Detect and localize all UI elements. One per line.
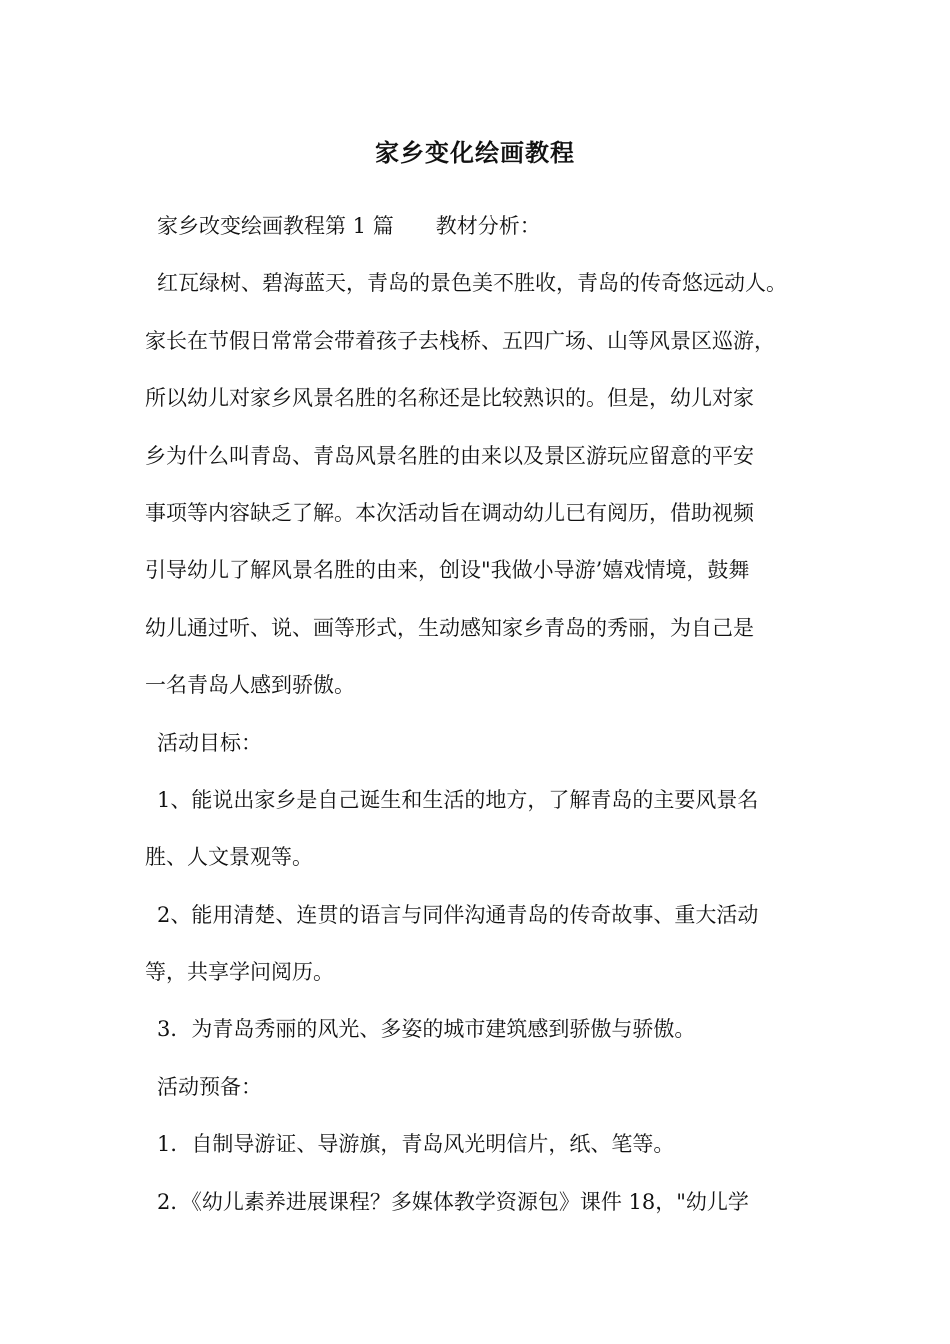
text-line: 幼儿通过听、说、画等形式，生动感知家乡青岛的秀丽，为自己是	[145, 615, 754, 640]
document-body	[145, 198, 825, 1231]
list-item: 2、能用清楚、连贯的语言与同伴沟通青岛的传奇故事、重大活动	[157, 902, 759, 927]
text-line: 胜、人文景观等。	[145, 845, 313, 870]
text-line: 家乡改变绘画教程第 1 篇 教材分析：	[157, 214, 541, 238]
text-line: 一名青岛人感到骄傲。	[145, 673, 355, 698]
list-item: 1、能说出家乡是自己诞生和生活的地方，了解青岛的主要风景名	[157, 787, 759, 812]
section-heading: 活动目标：	[157, 730, 262, 755]
list-item: 3．为青岛秀丽的风光、多姿的城市建筑感到骄傲与骄傲。	[157, 1017, 696, 1042]
list-item: 2．《幼儿素养进展课程？多媒体教学资源包》课件 18，"幼儿学	[157, 1189, 749, 1214]
list-item: 1．自制导游证、导游旗，青岛风光明信片，纸、笔等。	[157, 1132, 675, 1157]
text-line: 所以幼儿对家乡风景名胜的名称还是比较熟识的。但是，幼儿对家	[145, 386, 754, 411]
text-line: 乡为什么叫青岛、青岛风景名胜的由来以及景区游玩应留意的平安	[145, 443, 754, 468]
text-line: 等，共享学问阅历。	[145, 960, 334, 985]
section-heading: 活动预备：	[157, 1074, 262, 1099]
page-title: 家乡变化绘画教程	[375, 138, 575, 167]
text-line: 引导幼儿了解风景名胜的由来，创设"我做小导游’嬉戏情境，鼓舞	[145, 558, 750, 583]
text-line: 家长在节假日常常会带着孩子去栈桥、五四广场、山等风景区巡游，	[145, 328, 775, 353]
text-line: 事项等内容缺乏了解。本次活动旨在调动幼儿已有阅历，借助视频	[145, 500, 754, 525]
text-line: 红瓦绿树、碧海蓝天，青岛的景色美不胜收，青岛的传奇悠远动人。	[157, 271, 787, 296]
